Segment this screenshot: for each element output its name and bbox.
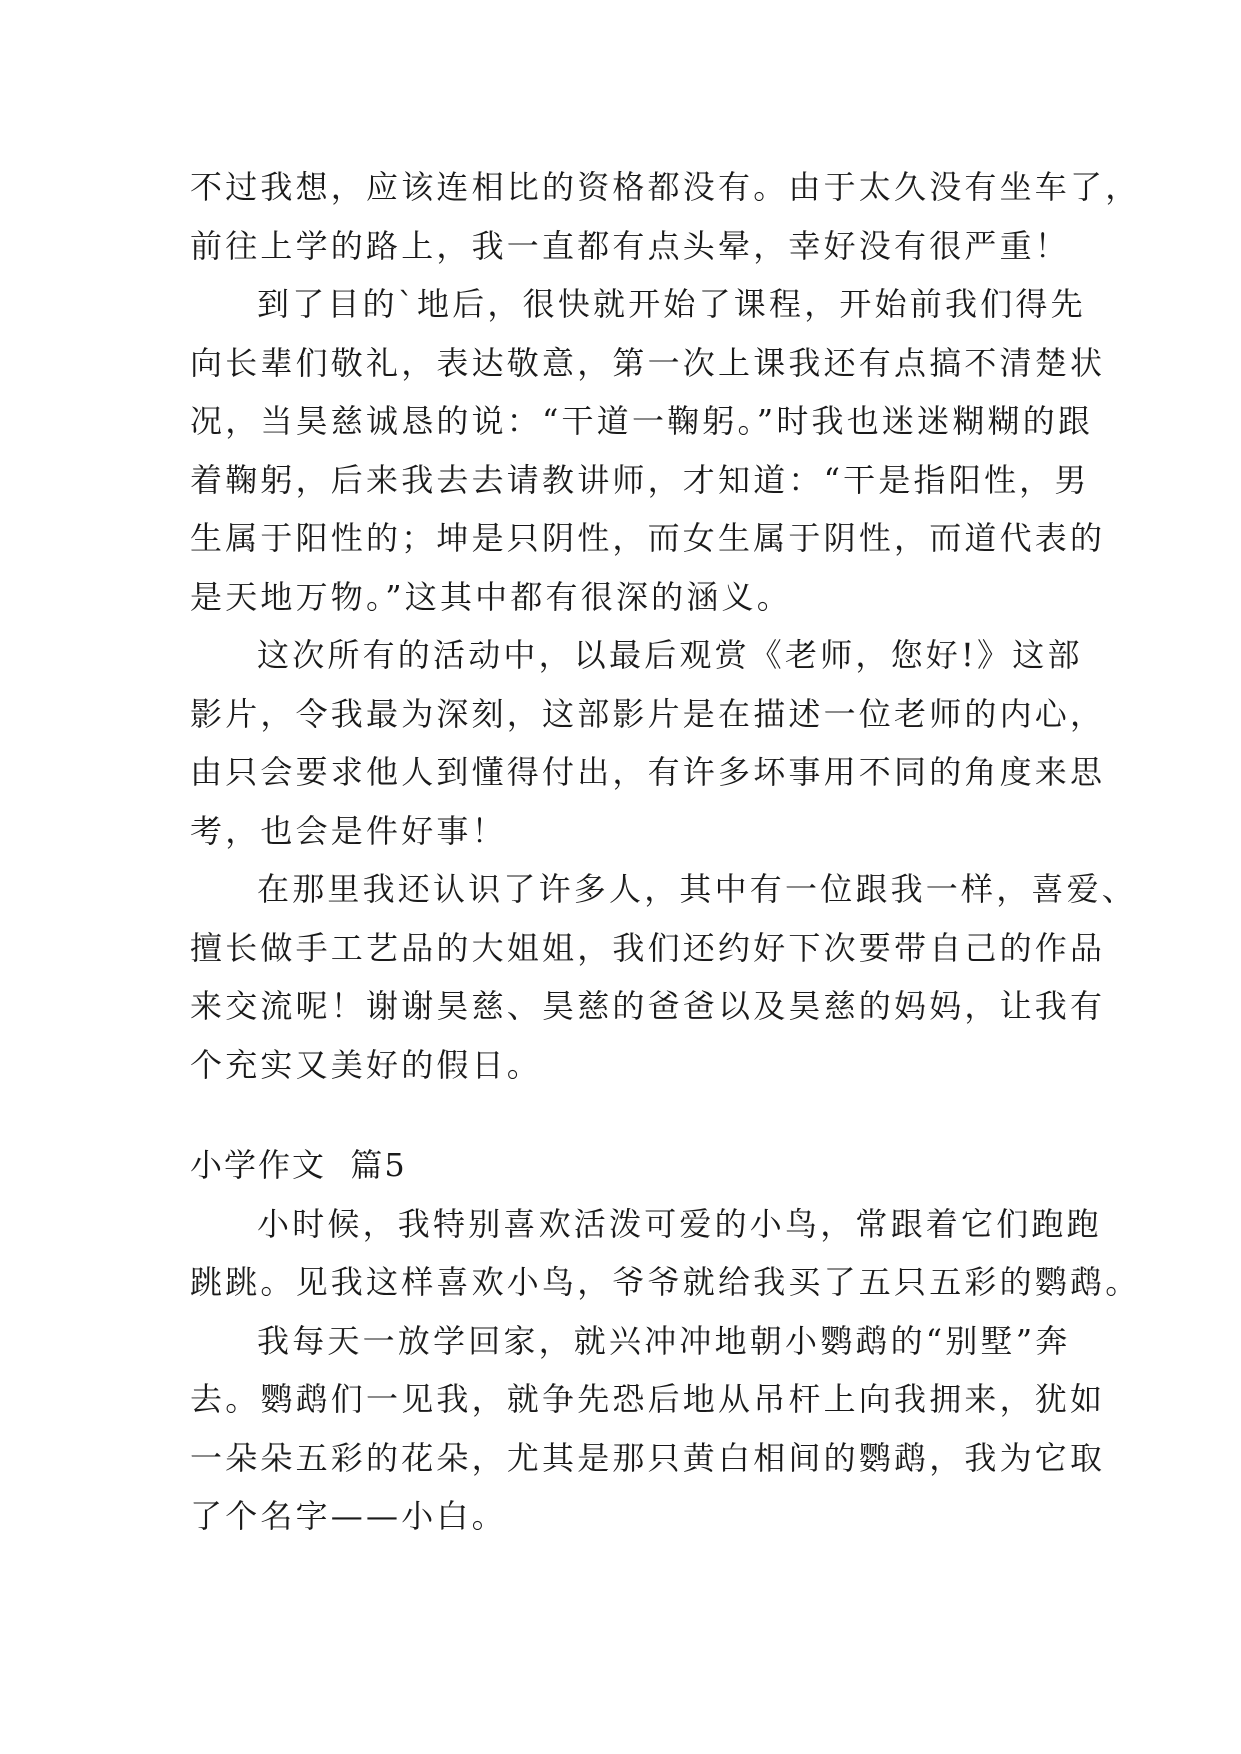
text-line: 在那里我还认识了许多人，其中有一位跟我一样，喜爱、 bbox=[257, 870, 1138, 908]
section-spacer bbox=[190, 1094, 1070, 1136]
text-line: 来交流呢！谢谢昊慈、昊慈的爸爸以及昊慈的妈妈，让我有 bbox=[190, 987, 1106, 1025]
text-line: 擅长做手工艺品的大姐姐，我们还约好下次要带自己的作品 bbox=[190, 928, 1106, 967]
paragraph bbox=[190, 275, 1106, 626]
text-line: 影片，令我最为深刻，这部影片是在描述一位老师的内心， bbox=[190, 694, 1106, 733]
text-line: 到了目的`地后，很快就开始了课程，开始前我们得先 bbox=[257, 285, 1086, 323]
text-line: 不过我想，应该连相比的资格都没有。由于太久没有坐车了， bbox=[190, 168, 1141, 206]
text-line: 了个名字——小白。 bbox=[190, 1497, 507, 1535]
text-line: 着鞠躬，后来我去去请教讲师，才知道：“干是指阳性，男 bbox=[190, 460, 1090, 499]
document-body bbox=[190, 158, 1141, 1546]
text-line: 考，也会是件好事！ bbox=[190, 811, 507, 850]
paragraph bbox=[190, 1312, 1106, 1546]
text-line: 是天地万物。”这其中都有很深的涵义。 bbox=[190, 577, 792, 616]
paragraph bbox=[190, 626, 1106, 860]
text-line: 一朵朵五彩的花朵，尤其是那只黄白相间的鹦鹉，我为它取 bbox=[190, 1438, 1106, 1477]
text-line: 我每天一放学回家，就兴冲冲地朝小鹦鹉的“别墅”奔 bbox=[257, 1321, 1071, 1360]
text-line: 跳跳。见我这样喜欢小鸟，爷爷就给我买了五只五彩的鹦鹉。 bbox=[190, 1263, 1141, 1301]
text-line: 向长辈们敬礼，表达敬意，第一次上课我还有点搞不清楚状 bbox=[190, 343, 1106, 382]
text-line: 前往上学的路上，我一直都有点头晕，幸好没有很严重！ bbox=[190, 226, 1071, 265]
text-line: 生属于阳性的；坤是只阴性，而女生属于阴性，而道代表的 bbox=[190, 519, 1106, 557]
text-line: 这次所有的活动中，以最后观赏《老师，您好!》这部 bbox=[257, 636, 1083, 674]
text-line: 去。鹦鹉们一见我，就争先恐后地从吊杆上向我拥来，犹如 bbox=[190, 1380, 1106, 1418]
paragraph-continuation bbox=[190, 158, 1141, 275]
text-line: 小时候，我特别喜欢活泼可爱的小鸟，常跟着它们跑跑 bbox=[257, 1204, 1102, 1243]
paragraph bbox=[190, 1195, 1141, 1312]
paragraph bbox=[190, 860, 1138, 1094]
text-line: 况，当昊慈诚恳的说：“干道一鞠躬。”时我也迷迷糊糊的跟 bbox=[190, 402, 1094, 440]
text-line: 由只会要求他人到懂得付出，有许多坏事用不同的角度来思 bbox=[190, 753, 1106, 791]
text-line: 个充实又美好的假日。 bbox=[190, 1045, 543, 1084]
section-heading: 小学作文 篇5 bbox=[190, 1146, 407, 1184]
